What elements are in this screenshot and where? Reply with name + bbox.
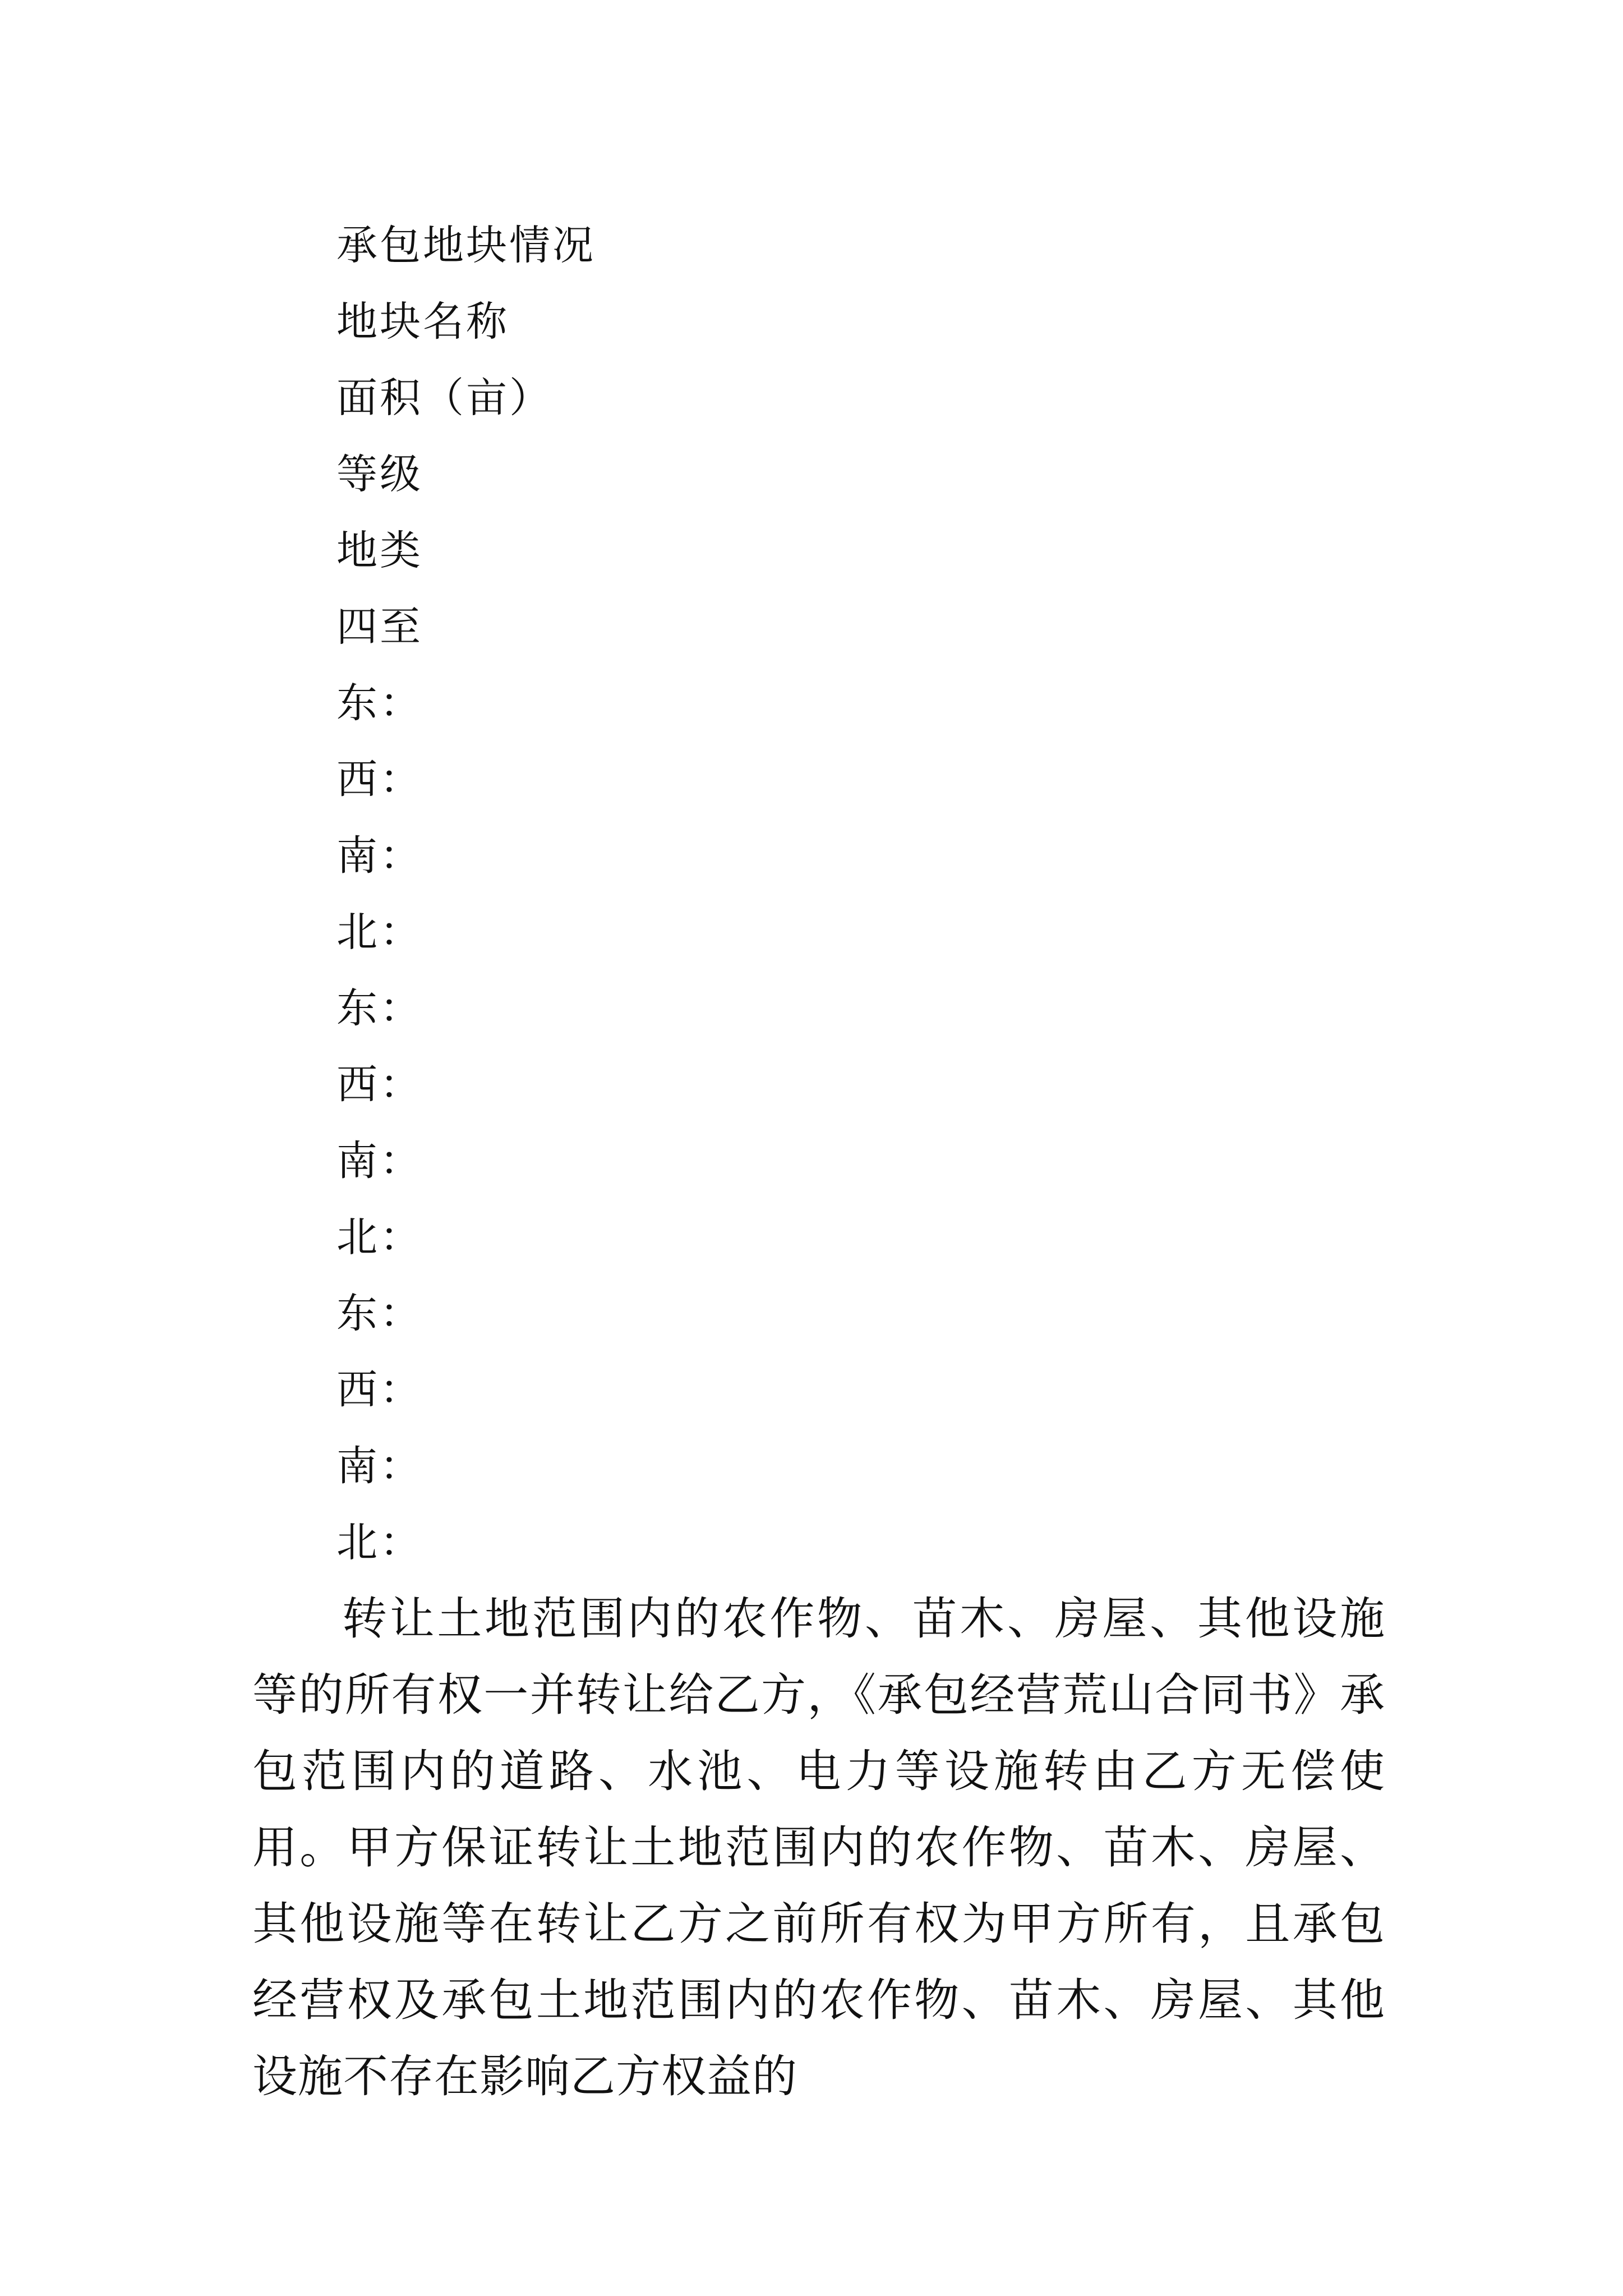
boundary-south-3: 南：	[336, 1442, 423, 1490]
boundary-north-3: 北：	[336, 1519, 423, 1566]
boundary-west-1: 西：	[336, 756, 423, 803]
boundary-south-1: 南：	[336, 832, 423, 880]
land-info-list	[252, 208, 1385, 1581]
section-heading-land-parcel: 承包地块情况	[336, 222, 596, 269]
field-area: 面积（亩）	[336, 374, 552, 422]
boundary-east-2: 东：	[336, 984, 423, 1032]
document-body	[252, 208, 1385, 2115]
boundary-north-1: 北：	[336, 908, 423, 956]
field-land-type: 地类	[336, 527, 423, 574]
field-boundaries: 四至	[336, 603, 423, 651]
boundary-east-3: 东：	[336, 1290, 423, 1337]
boundary-north-2: 北：	[336, 1213, 423, 1261]
field-grade: 等级	[336, 450, 423, 498]
boundary-west-2: 西：	[336, 1061, 423, 1108]
boundary-east-1: 东：	[336, 679, 423, 727]
field-parcel-name: 地块名称	[336, 298, 509, 346]
boundary-south-2: 南：	[336, 1137, 423, 1185]
transfer-clause-paragraph: 转让土地范围内的农作物、苗木、房屋、其他设施等的所有权一并转让给乙方，《承包经营荒山合同书》承包范围内的道路、水池、电力等设施转由乙方无偿使用。甲方保证转让土地范围内的农作物、苗木、房屋、其他设施等在转让乙方之前所有权为甲方所有，且承包经营权及承包土地范围内的农作物、苗木、房屋、其他设施不存在影响乙方权益的	[252, 1593, 1385, 2102]
boundary-west-3: 西：	[336, 1366, 423, 1414]
